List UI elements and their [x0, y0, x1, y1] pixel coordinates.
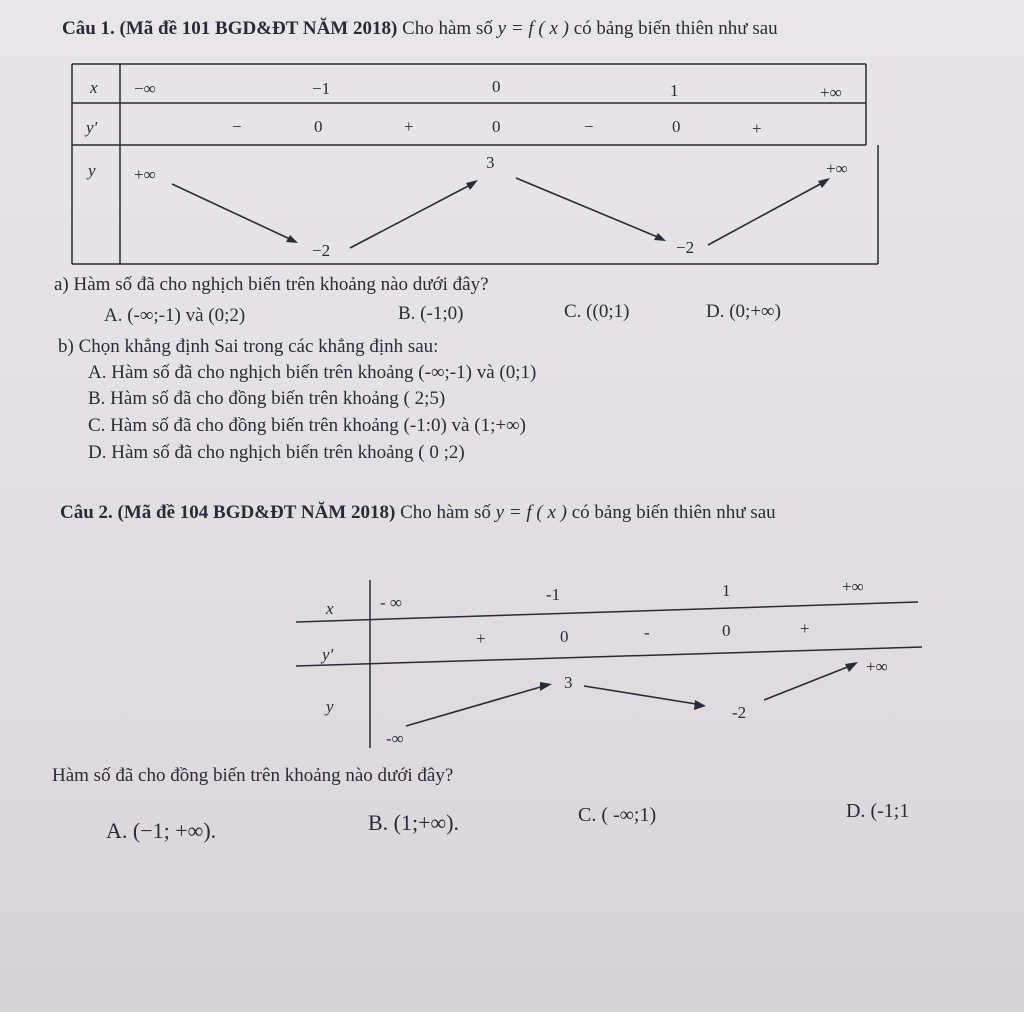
q2-title-function: y = f ( x )	[495, 502, 567, 523]
q1-yprime-value: 0	[314, 117, 323, 136]
q2-row-label-x: x	[326, 599, 334, 618]
q1-y-value: −2	[676, 238, 695, 257]
q1-part-a-option-b: B. (-1;0)	[398, 303, 464, 324]
q1-part-a-question: a) Hàm số đã cho nghịch biến trên khoảng nào dưới đây?	[54, 274, 489, 295]
q1-row-label-y: y	[88, 161, 96, 180]
q1-title-label: Câu 1. (Mã đề 101 BGD&ĐT NĂM 2018)	[62, 18, 398, 39]
q1-yprime-value: +	[752, 119, 762, 138]
q1-y-value: +∞	[826, 159, 848, 178]
q2-title-end: có bảng biến thiên như sau	[566, 502, 776, 523]
q1-yprime-value: −	[232, 117, 242, 136]
q1-part-a-option-c: C. ((0;1)	[564, 301, 630, 322]
q2-x-value: -1	[546, 585, 561, 604]
q1-yprime-value: 0	[492, 117, 501, 136]
q1-x-value: −∞	[134, 79, 156, 98]
q1-row-label-x: x	[90, 78, 98, 97]
q1-title-function: y = f ( x )	[497, 18, 569, 39]
q1-part-b-option-c: C. Hàm số đã cho đồng biến trên khoảng (-1:0) và (1;+∞)	[88, 415, 526, 436]
q2-option-c: C. ( -∞;1)	[578, 804, 657, 826]
q2-yprime-value: 0	[722, 621, 731, 640]
q1-part-a-option-a: A. (-∞;-1) và (0;2)	[104, 305, 246, 326]
q1-yprime-value: 0	[672, 117, 681, 136]
q2-x-value: - ∞	[380, 593, 403, 612]
q1-title-end: có bảng biến thiên như sau	[568, 18, 778, 39]
q1-y-value: +∞	[134, 165, 156, 184]
q2-arrow-down	[584, 686, 696, 704]
q2-row-label-y: y	[326, 697, 334, 716]
q2-yprime-value: +	[800, 619, 810, 638]
q2-x-value: 1	[722, 581, 731, 600]
q2-option-d: D. (-1;1	[846, 800, 910, 822]
q1-y-value: 3	[486, 153, 495, 172]
q2-question: Hàm số đã cho đồng biến trên khoảng nào dưới đây?	[52, 765, 454, 786]
q2-yprime-value: 0	[560, 627, 569, 646]
q2-arrow-up-2	[764, 666, 850, 700]
q2-yprime-value: -	[644, 623, 650, 642]
q1-x-value: −1	[312, 79, 331, 98]
q1-row-label-yprime: y'	[86, 118, 98, 137]
q2-y-value: +∞	[866, 657, 888, 676]
q1-yprime-value: −	[584, 117, 594, 136]
q1-part-a-option-d: D. (0;+∞)	[706, 301, 781, 322]
q2-y-value: 3	[564, 673, 573, 692]
q2-y-value: -∞	[386, 729, 404, 748]
q2-yprime-value: +	[476, 629, 486, 648]
q1-part-b-option-b: B. Hàm số đã cho đồng biến trên khoảng ( 2;5)	[88, 388, 446, 409]
q2-arrow-up-1	[406, 686, 544, 726]
q1-x-value: 1	[670, 81, 679, 100]
q1-x-value: 0	[492, 77, 501, 96]
q2-row-label-yprime: y'	[322, 645, 334, 664]
q2-x-value: +∞	[842, 577, 864, 596]
q2-option-b: B. (1;+∞).	[368, 810, 460, 835]
q2-option-a: A. (−1; +∞).	[106, 818, 217, 843]
q1-yprime-value: +	[404, 117, 414, 136]
q1-part-b-question: b) Chọn khẳng định Sai trong các khẳng định sau:	[58, 336, 439, 357]
q2-title-text: Cho hàm số	[395, 502, 496, 523]
q2-y-value: -2	[732, 703, 747, 722]
q1-x-value: +∞	[820, 83, 842, 102]
q1-title-text: Cho hàm số	[397, 18, 498, 39]
q1-y-value: −2	[312, 241, 331, 260]
q1-part-b-option-d: D. Hàm số đã cho nghịch biến trên khoảng ( 0 ;2)	[88, 442, 465, 463]
q2-title-label: Câu 2. (Mã đề 104 BGD&ĐT NĂM 2018)	[60, 502, 396, 523]
q1-part-b-option-a: A. Hàm số đã cho nghịch biến trên khoảng (-∞;-1) và (0;1)	[88, 362, 537, 383]
